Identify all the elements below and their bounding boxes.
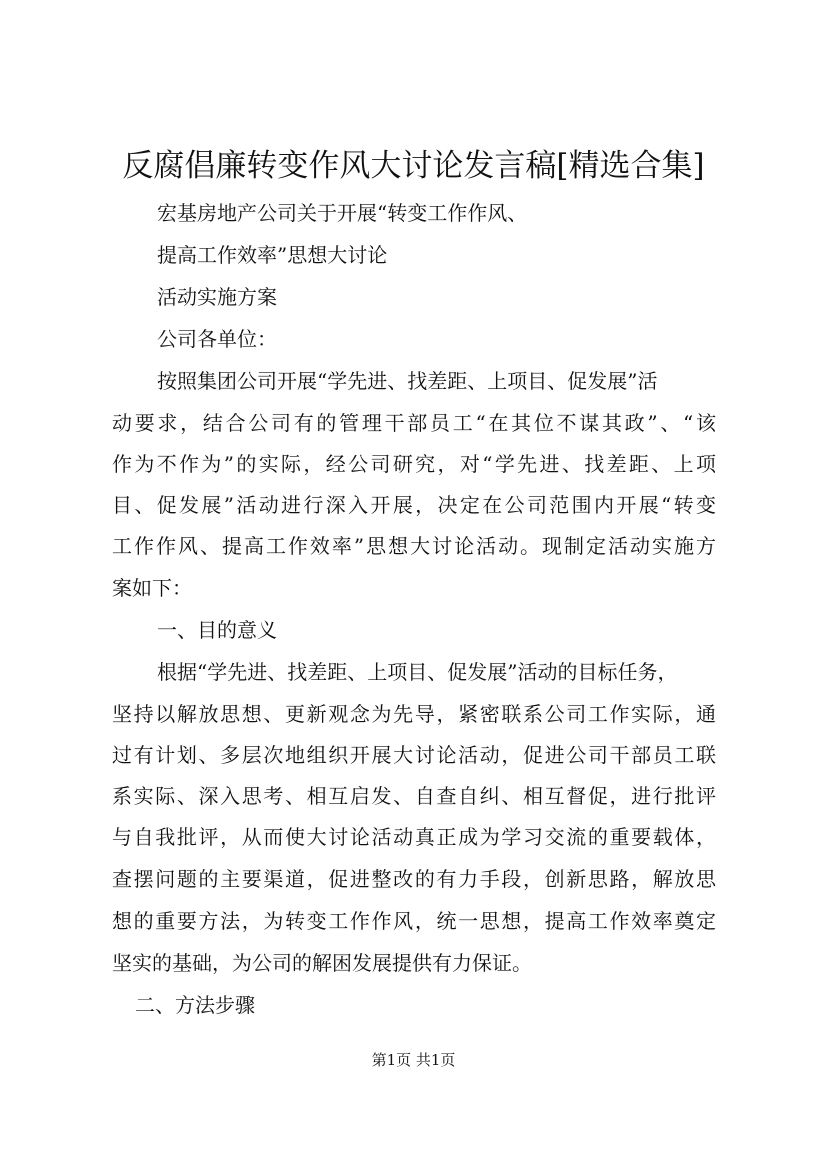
- paragraph-line: 坚持以解放思想、更新观念为先导，紧密联系公司工作实际，通: [112, 702, 716, 726]
- paragraph-line: 查摆问题的主要渠道，促进整改的有力手段，创新思路，解放思: [112, 867, 716, 891]
- paragraph-line: 案如下：: [112, 576, 192, 600]
- paragraph-line: 想的重要方法，为转变工作作风，统一思想，提高工作效率奠定: [112, 909, 716, 933]
- paragraph-line: 动要求，结合公司有的管理干部员工“在其位不谋其政”、“该: [112, 411, 716, 435]
- heading-line-1: 宏基房地产公司关于开展“转变工作作风、: [157, 201, 528, 225]
- paragraph-line: 根据“学先进、找差距、上项目、促发展”活动的目标任务，: [157, 660, 678, 684]
- paragraph-line: 系实际、深入思考、相互启发、自查自纠、相互督促，进行批评: [112, 784, 716, 808]
- document-title: 反腐倡廉转变作风大讨论发言稿[精选合集]: [122, 148, 705, 184]
- paragraph-line: 目、促发展”活动进行深入开展，决定在公司范围内开展“转变: [112, 493, 716, 517]
- paragraph-line: 作为不作为”的实际，经公司研究，对“学先进、找差距、上项: [112, 452, 716, 476]
- salutation: 公司各单位：: [157, 327, 277, 351]
- paragraph-line: 与自我批评，从而使大讨论活动真正成为学习交流的重要载体，: [112, 825, 716, 849]
- paragraph-line: 工作作风、提高工作效率”思想大讨论活动。现制定活动实施方: [112, 534, 716, 558]
- section-heading-1: 一、目的意义: [157, 618, 277, 642]
- paragraph-line: 坚实的基础，为公司的解困发展提供有力保证。: [112, 951, 532, 975]
- page-footer: 第1页 共1页: [371, 1051, 456, 1069]
- section-heading-2: 二、方法步骤: [135, 993, 255, 1017]
- heading-line-3: 活动实施方案: [157, 285, 277, 309]
- heading-line-2: 提高工作效率”思想大讨论: [157, 243, 388, 267]
- paragraph-line: 过有计划、多层次地组织开展大讨论活动，促进公司干部员工联: [112, 743, 716, 767]
- paragraph-line: 按照集团公司开展“学先进、找差距、上项目、促发展”活: [157, 369, 658, 393]
